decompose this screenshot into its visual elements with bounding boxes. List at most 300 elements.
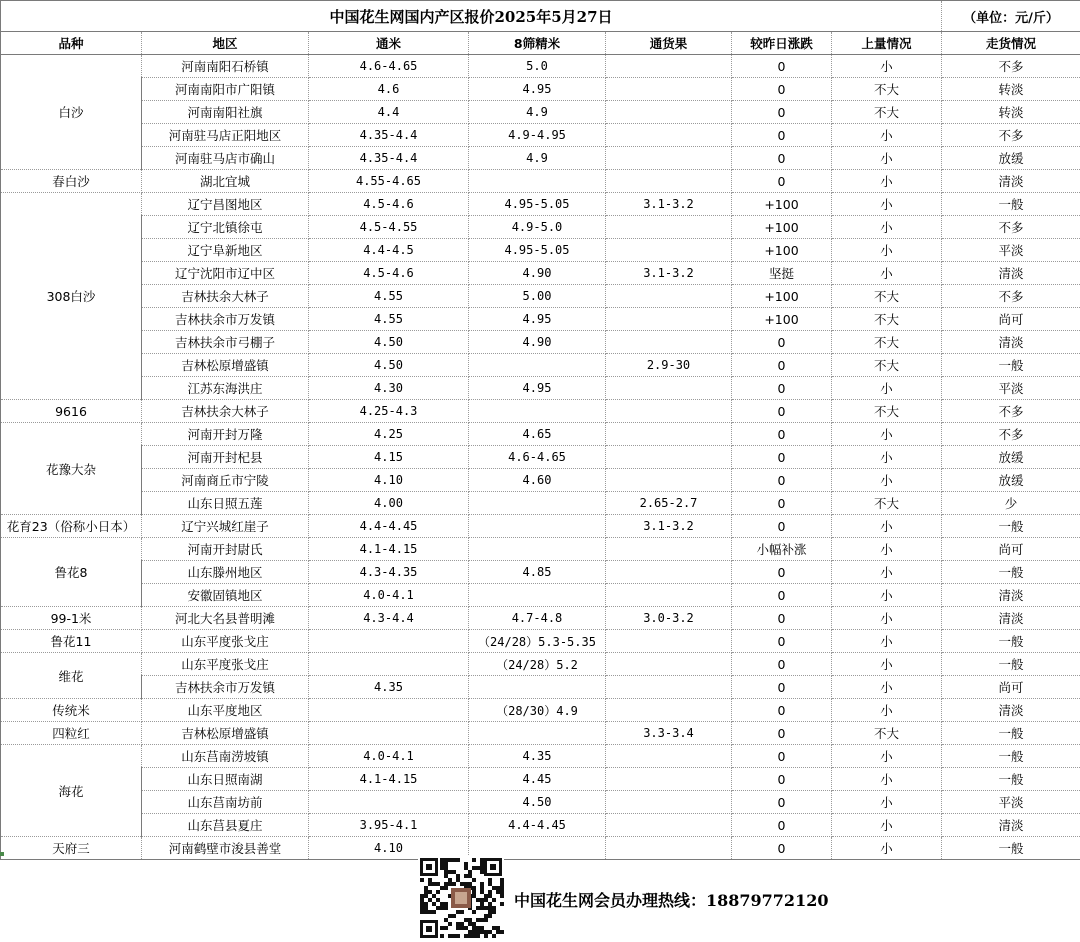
shai8-cell: （24/28）5.3-5.35 (469, 630, 606, 653)
change-cell: 0 (732, 584, 832, 607)
change-cell: 0 (732, 377, 832, 400)
qr-code-icon (418, 856, 504, 940)
shai8-cell: （28/30）4.9 (469, 699, 606, 722)
table-row (1, 55, 1080, 78)
variety-cell: 春白沙 (1, 170, 142, 193)
supply-cell: 小 (832, 515, 942, 538)
shai8-cell: 4.95-5.05 (469, 193, 606, 216)
sales-cell: 一般 (942, 354, 1080, 377)
column-header: 地区 (142, 32, 309, 55)
change-cell: 0 (732, 147, 832, 170)
variety-cell: 308白沙 (1, 193, 142, 400)
change-cell: 0 (732, 469, 832, 492)
tonghuo-cell (606, 630, 732, 653)
variety-cell: 花豫大杂 (1, 423, 142, 515)
page-title: 中国花生网国内产区报价2025年5月27日 (1, 1, 942, 32)
supply-cell: 小 (832, 584, 942, 607)
table-row (1, 423, 1080, 446)
shai8-cell: 4.95 (469, 377, 606, 400)
region-cell: 辽宁阜新地区 (142, 239, 309, 262)
supply-cell: 小 (832, 814, 942, 837)
sales-cell: 平淡 (942, 377, 1080, 400)
sales-cell: 一般 (942, 768, 1080, 791)
shai8-cell (469, 354, 606, 377)
region-cell: 吉林扶余市万发镇 (142, 308, 309, 331)
tonghuo-cell (606, 561, 732, 584)
supply-cell: 小 (832, 423, 942, 446)
supply-cell: 小 (832, 653, 942, 676)
tonghuo-cell: 2.65-2.7 (606, 492, 732, 515)
tonghuo-cell (606, 423, 732, 446)
tongmi-cell: 4.4 (309, 101, 469, 124)
table-row (1, 285, 1080, 308)
tongmi-cell: 4.55 (309, 285, 469, 308)
supply-cell: 小 (832, 55, 942, 78)
change-cell: +100 (732, 216, 832, 239)
column-header: 上量情况 (832, 32, 942, 55)
sales-cell: 不多 (942, 285, 1080, 308)
tonghuo-cell: 2.9-30 (606, 354, 732, 377)
sales-cell: 少 (942, 492, 1080, 515)
sales-cell: 转淡 (942, 78, 1080, 101)
tongmi-cell: 4.55 (309, 308, 469, 331)
tonghuo-cell (606, 538, 732, 561)
title-row (1, 1, 1080, 32)
table-row (1, 78, 1080, 101)
tongmi-cell: 4.1-4.15 (309, 768, 469, 791)
tongmi-cell: 4.3-4.4 (309, 607, 469, 630)
table-row (1, 699, 1080, 722)
tongmi-cell: 4.10 (309, 469, 469, 492)
tonghuo-cell (606, 239, 732, 262)
variety-cell: 鲁花8 (1, 538, 142, 607)
shai8-cell: 4.60 (469, 469, 606, 492)
region-cell: 山东平度张戈庄 (142, 630, 309, 653)
footer (418, 856, 1058, 940)
region-cell: 河南驻马店正阳地区 (142, 124, 309, 147)
table-row (1, 400, 1080, 423)
tongmi-cell: 4.35 (309, 676, 469, 699)
change-cell: 0 (732, 630, 832, 653)
shai8-cell (469, 584, 606, 607)
change-cell: 小幅补涨 (732, 538, 832, 561)
supply-cell: 小 (832, 607, 942, 630)
variety-cell: 天府三 (1, 837, 142, 860)
table-row (1, 561, 1080, 584)
region-cell: 安徽固镇地区 (142, 584, 309, 607)
region-cell: 吉林松原增盛镇 (142, 722, 309, 745)
table-row (1, 607, 1080, 630)
region-cell: 山东莒南坊前 (142, 791, 309, 814)
shai8-cell: 4.95-5.05 (469, 239, 606, 262)
supply-cell: 小 (832, 538, 942, 561)
supply-cell: 小 (832, 193, 942, 216)
table-row (1, 193, 1080, 216)
change-cell: 0 (732, 400, 832, 423)
table-row (1, 745, 1080, 768)
sales-cell: 放缓 (942, 446, 1080, 469)
table-row (1, 331, 1080, 354)
region-cell: 河南鹤壁市浚县善堂 (142, 837, 309, 860)
tongmi-cell (309, 653, 469, 676)
region-cell: 河南南阳石桥镇 (142, 55, 309, 78)
region-cell: 吉林扶余市万发镇 (142, 676, 309, 699)
shai8-cell (469, 170, 606, 193)
region-cell: 吉林扶余大林子 (142, 400, 309, 423)
tonghuo-cell (606, 400, 732, 423)
tonghuo-cell (606, 216, 732, 239)
table-row (1, 814, 1080, 837)
sales-cell: 一般 (942, 561, 1080, 584)
supply-cell: 小 (832, 745, 942, 768)
tongmi-cell: 4.35-4.4 (309, 124, 469, 147)
tongmi-cell: 4.1-4.15 (309, 538, 469, 561)
region-cell: 河南南阳社旗 (142, 101, 309, 124)
tongmi-cell: 4.10 (309, 837, 469, 860)
supply-cell: 小 (832, 239, 942, 262)
supply-cell: 不大 (832, 400, 942, 423)
region-cell: 辽宁兴城红崖子 (142, 515, 309, 538)
region-cell: 辽宁昌图地区 (142, 193, 309, 216)
supply-cell: 不大 (832, 285, 942, 308)
shai8-cell (469, 492, 606, 515)
supply-cell: 小 (832, 561, 942, 584)
sales-cell: 一般 (942, 722, 1080, 745)
change-cell: 0 (732, 124, 832, 147)
change-cell: 0 (732, 768, 832, 791)
region-cell: 山东滕州地区 (142, 561, 309, 584)
variety-cell: 99-1米 (1, 607, 142, 630)
supply-cell: 小 (832, 170, 942, 193)
table-row (1, 768, 1080, 791)
table-row (1, 653, 1080, 676)
shai8-cell (469, 722, 606, 745)
tongmi-cell: 4.25 (309, 423, 469, 446)
table-row (1, 630, 1080, 653)
tongmi-cell: 4.50 (309, 354, 469, 377)
supply-cell: 不大 (832, 492, 942, 515)
supply-cell: 不大 (832, 308, 942, 331)
table-row (1, 515, 1080, 538)
variety-cell: 9616 (1, 400, 142, 423)
tongmi-cell: 4.30 (309, 377, 469, 400)
region-cell: 河南南阳市广阳镇 (142, 78, 309, 101)
tongmi-cell (309, 699, 469, 722)
region-cell: 吉林扶余大林子 (142, 285, 309, 308)
sales-cell: 不多 (942, 55, 1080, 78)
tonghuo-cell (606, 331, 732, 354)
supply-cell: 小 (832, 469, 942, 492)
tonghuo-cell: 3.1-3.2 (606, 193, 732, 216)
tonghuo-cell (606, 768, 732, 791)
tonghuo-cell (606, 584, 732, 607)
change-cell: +100 (732, 239, 832, 262)
change-cell: 0 (732, 492, 832, 515)
supply-cell: 小 (832, 630, 942, 653)
tongmi-cell (309, 791, 469, 814)
shai8-cell: 4.90 (469, 262, 606, 285)
tongmi-cell: 4.3-4.35 (309, 561, 469, 584)
change-cell: 0 (732, 722, 832, 745)
table-row (1, 170, 1080, 193)
sales-cell: 清淡 (942, 170, 1080, 193)
shai8-cell (469, 676, 606, 699)
supply-cell: 不大 (832, 101, 942, 124)
change-cell: 0 (732, 423, 832, 446)
tonghuo-cell (606, 78, 732, 101)
region-cell: 山东平度张戈庄 (142, 653, 309, 676)
table-row (1, 124, 1080, 147)
table-row (1, 584, 1080, 607)
change-cell: 0 (732, 446, 832, 469)
tonghuo-cell (606, 791, 732, 814)
tonghuo-cell (606, 308, 732, 331)
sales-cell: 尚可 (942, 538, 1080, 561)
tonghuo-cell (606, 653, 732, 676)
supply-cell: 小 (832, 216, 942, 239)
tonghuo-cell: 3.0-3.2 (606, 607, 732, 630)
column-header: 通米 (309, 32, 469, 55)
table-row (1, 239, 1080, 262)
supply-cell: 不大 (832, 331, 942, 354)
shai8-cell: 4.4-4.45 (469, 814, 606, 837)
shai8-cell: 4.35 (469, 745, 606, 768)
sales-cell: 清淡 (942, 262, 1080, 285)
sales-cell: 平淡 (942, 239, 1080, 262)
tongmi-cell: 4.5-4.55 (309, 216, 469, 239)
region-cell: 吉林扶余市弓棚子 (142, 331, 309, 354)
supply-cell: 小 (832, 446, 942, 469)
sales-cell: 不多 (942, 423, 1080, 446)
change-cell: 0 (732, 653, 832, 676)
tonghuo-cell (606, 377, 732, 400)
change-cell: +100 (732, 308, 832, 331)
sales-cell: 尚可 (942, 308, 1080, 331)
shai8-cell: 4.90 (469, 331, 606, 354)
sales-cell: 一般 (942, 515, 1080, 538)
shai8-cell: 4.9 (469, 147, 606, 170)
column-header: 走货情况 (942, 32, 1080, 55)
supply-cell: 不大 (832, 78, 942, 101)
region-cell: 河南开封万隆 (142, 423, 309, 446)
tongmi-cell: 4.4-4.5 (309, 239, 469, 262)
region-cell: 山东平度地区 (142, 699, 309, 722)
tonghuo-cell: 3.3-3.4 (606, 722, 732, 745)
supply-cell: 小 (832, 124, 942, 147)
supply-cell: 小 (832, 676, 942, 699)
variety-cell: 四粒红 (1, 722, 142, 745)
tonghuo-cell (606, 446, 732, 469)
tongmi-cell: 4.5-4.6 (309, 193, 469, 216)
column-header: 通货果 (606, 32, 732, 55)
sales-cell: 不多 (942, 216, 1080, 239)
change-cell: 0 (732, 515, 832, 538)
shai8-cell: 4.95 (469, 308, 606, 331)
supply-cell: 不大 (832, 354, 942, 377)
shai8-cell: 4.6-4.65 (469, 446, 606, 469)
change-cell: +100 (732, 193, 832, 216)
change-cell: 0 (732, 331, 832, 354)
supply-cell: 小 (832, 791, 942, 814)
sales-cell: 放缓 (942, 469, 1080, 492)
region-cell: 山东日照南湖 (142, 768, 309, 791)
hotline-text: 中国花生网会员办理热线：18879772120 (514, 891, 829, 910)
tongmi-cell: 4.0-4.1 (309, 745, 469, 768)
shai8-cell: 4.95 (469, 78, 606, 101)
supply-cell: 小 (832, 768, 942, 791)
header-row (1, 32, 1080, 55)
region-cell: 辽宁沈阳市辽中区 (142, 262, 309, 285)
shai8-cell: 4.9-5.0 (469, 216, 606, 239)
change-cell: 0 (732, 101, 832, 124)
variety-cell: 花育23（俗称小日本） (1, 515, 142, 538)
tonghuo-cell (606, 676, 732, 699)
tonghuo-cell (606, 55, 732, 78)
tongmi-cell: 4.00 (309, 492, 469, 515)
tongmi-cell (309, 722, 469, 745)
region-cell: 山东日照五莲 (142, 492, 309, 515)
tongmi-cell: 4.0-4.1 (309, 584, 469, 607)
variety-cell: 传统米 (1, 699, 142, 722)
tongmi-cell: 4.15 (309, 446, 469, 469)
sales-cell: 一般 (942, 837, 1080, 860)
table-row (1, 791, 1080, 814)
change-cell: 0 (732, 814, 832, 837)
shai8-cell: 4.45 (469, 768, 606, 791)
tonghuo-cell (606, 745, 732, 768)
sales-cell: 平淡 (942, 791, 1080, 814)
region-cell: 河南驻马店市确山 (142, 147, 309, 170)
region-cell: 辽宁北镇徐屯 (142, 216, 309, 239)
change-cell: 0 (732, 78, 832, 101)
sales-cell: 尚可 (942, 676, 1080, 699)
supply-cell: 小 (832, 377, 942, 400)
region-cell: 河北大名县普明滩 (142, 607, 309, 630)
column-header: 品种 (1, 32, 142, 55)
change-cell: 0 (732, 791, 832, 814)
sales-cell: 清淡 (942, 607, 1080, 630)
sales-cell: 转淡 (942, 101, 1080, 124)
supply-cell: 小 (832, 699, 942, 722)
table-row (1, 446, 1080, 469)
sales-cell: 放缓 (942, 147, 1080, 170)
unit-label: （单位：元/斤） (942, 1, 1080, 32)
shai8-cell: （24/28）5.2 (469, 653, 606, 676)
supply-cell: 小 (832, 147, 942, 170)
change-cell: 0 (732, 170, 832, 193)
shai8-cell (469, 538, 606, 561)
change-cell: 0 (732, 607, 832, 630)
region-cell: 河南开封尉氏 (142, 538, 309, 561)
table-row (1, 216, 1080, 239)
sales-cell: 清淡 (942, 699, 1080, 722)
variety-cell: 维花 (1, 653, 142, 699)
region-cell: 江苏东海洪庄 (142, 377, 309, 400)
region-cell: 湖北宜城 (142, 170, 309, 193)
sales-cell: 清淡 (942, 584, 1080, 607)
sales-cell: 一般 (942, 630, 1080, 653)
change-cell: 0 (732, 837, 832, 860)
supply-cell: 小 (832, 837, 942, 860)
tongmi-cell: 4.6-4.65 (309, 55, 469, 78)
shai8-cell: 4.7-4.8 (469, 607, 606, 630)
tongmi-cell: 3.95-4.1 (309, 814, 469, 837)
shai8-cell: 4.9 (469, 101, 606, 124)
shai8-cell: 4.65 (469, 423, 606, 446)
tonghuo-cell (606, 147, 732, 170)
tongmi-cell: 4.35-4.4 (309, 147, 469, 170)
table-row (1, 676, 1080, 699)
change-cell: 0 (732, 561, 832, 584)
tongmi-cell: 4.6 (309, 78, 469, 101)
table-row (1, 308, 1080, 331)
tonghuo-cell (606, 101, 732, 124)
table-row (1, 377, 1080, 400)
change-cell: 0 (732, 699, 832, 722)
tonghuo-cell: 3.1-3.2 (606, 262, 732, 285)
variety-cell: 白沙 (1, 55, 142, 170)
tongmi-cell: 4.4-4.45 (309, 515, 469, 538)
region-cell: 河南商丘市宁陵 (142, 469, 309, 492)
sales-cell: 一般 (942, 193, 1080, 216)
region-cell: 山东莒南涝坡镇 (142, 745, 309, 768)
tongmi-cell: 4.25-4.3 (309, 400, 469, 423)
region-cell: 吉林松原增盛镇 (142, 354, 309, 377)
sales-cell: 不多 (942, 124, 1080, 147)
tonghuo-cell (606, 699, 732, 722)
tongmi-cell (309, 630, 469, 653)
column-header: 较昨日涨跌 (732, 32, 832, 55)
change-cell: 0 (732, 354, 832, 377)
shai8-cell: 4.50 (469, 791, 606, 814)
shai8-cell: 4.85 (469, 561, 606, 584)
tonghuo-cell (606, 124, 732, 147)
shai8-cell (469, 515, 606, 538)
supply-cell: 小 (832, 262, 942, 285)
cell-corner-marker (0, 852, 4, 856)
variety-cell: 鲁花11 (1, 630, 142, 653)
sales-cell: 一般 (942, 653, 1080, 676)
tonghuo-cell (606, 469, 732, 492)
table-row (1, 538, 1080, 561)
tonghuo-cell (606, 814, 732, 837)
change-cell: 坚挺 (732, 262, 832, 285)
change-cell: 0 (732, 676, 832, 699)
shai8-cell: 5.00 (469, 285, 606, 308)
sales-cell: 一般 (942, 745, 1080, 768)
table-row (1, 492, 1080, 515)
tongmi-cell: 4.50 (309, 331, 469, 354)
table-row (1, 147, 1080, 170)
tongmi-cell: 4.55-4.65 (309, 170, 469, 193)
tonghuo-cell (606, 285, 732, 308)
shai8-cell (469, 400, 606, 423)
table-row (1, 101, 1080, 124)
tongmi-cell: 4.5-4.6 (309, 262, 469, 285)
column-header: 8筛精米 (469, 32, 606, 55)
table-row (1, 722, 1080, 745)
shai8-cell: 5.0 (469, 55, 606, 78)
change-cell: 0 (732, 745, 832, 768)
sales-cell: 清淡 (942, 331, 1080, 354)
sales-cell: 清淡 (942, 814, 1080, 837)
change-cell: +100 (732, 285, 832, 308)
change-cell: 0 (732, 55, 832, 78)
region-cell: 山东莒县夏庄 (142, 814, 309, 837)
table-row (1, 469, 1080, 492)
table-row (1, 354, 1080, 377)
tonghuo-cell (606, 170, 732, 193)
